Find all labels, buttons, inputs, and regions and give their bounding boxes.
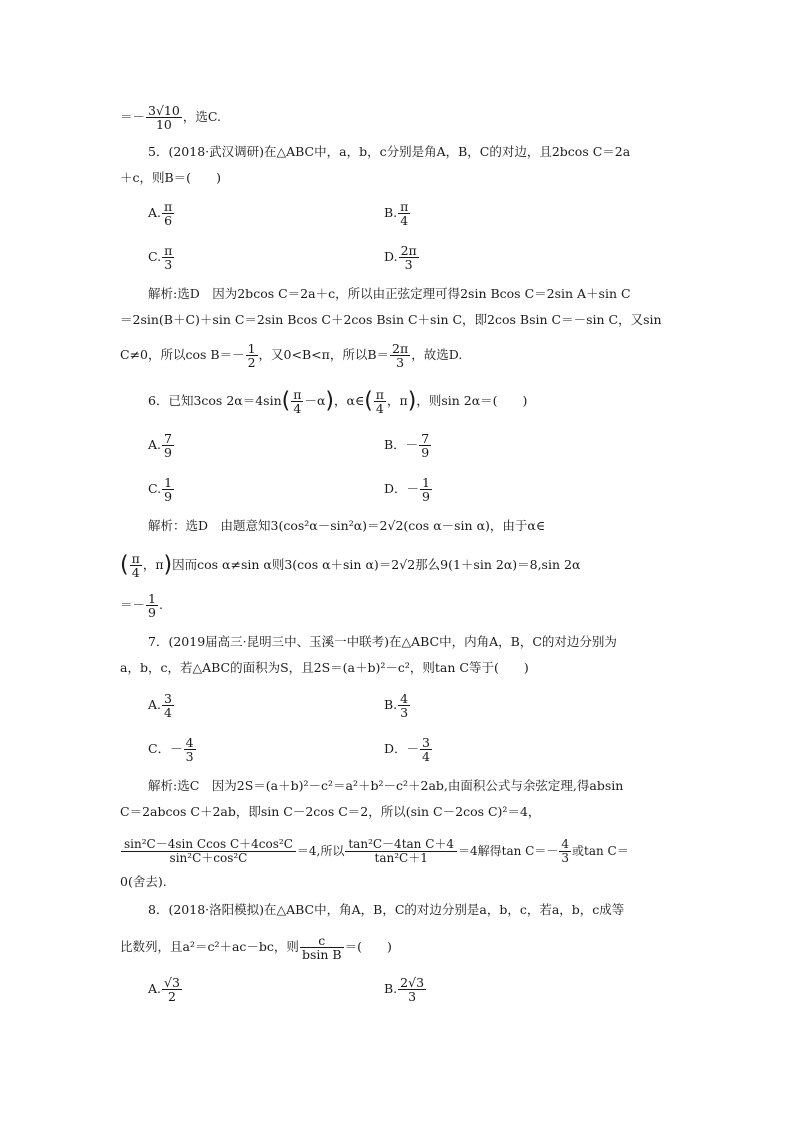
fraction: $\frac{3√10}{10}$: [148, 103, 180, 132]
q5-solution-line2: ＝2sin(B＋C)＋sin C＝2sin Bcos C＋2cos Bsin C＋sin C，即2cos Bsin C＝－sin C，又sin: [120, 312, 662, 327]
q6-solution-line1: 解析：选D 由题意知3(cos²α－sin²α)＝2√2(cos α－sin α)，由于α∈: [148, 518, 546, 533]
q7-option-c: C．－ $\frac{4}{3}$: [148, 735, 194, 764]
q5-option-c: C. $\frac{\pi}{3}$: [148, 243, 173, 272]
q6-option-a: A. $\frac{7}{9}$: [148, 431, 172, 460]
q7-option-d: D．－ $\frac{3}{4}$: [384, 735, 430, 764]
q7-stem-line2: a，b，c，若△ABC的面积为S，且2S＝(a＋b)²－c²，则tan C等于( ): [120, 660, 529, 675]
q5-stem-line2: ＋c，则B＝( ): [120, 170, 221, 185]
prev-answer-line: ＝－ $\frac{3√10}{10}$ ，选C.: [120, 103, 221, 132]
q7-solution-line2: C＝2abcos C＋2ab，即sin C－2cos C＝2，所以(sin C－2cos C)²＝4，: [120, 804, 541, 819]
q7-solution-line4: 0(舍去).: [120, 874, 167, 889]
q5-option-a: A. $\frac{\pi}{6}$: [148, 199, 173, 228]
q5-solution-line1: 解析:选D 因为2bcos C＝2a＋c，所以由正弦定理可得2sin Bcos C＝2sin A＋sin C: [148, 286, 631, 301]
q7-option-b: B. $\frac{4}{3}$: [384, 691, 409, 720]
q5-option-d: D. $\frac{2\pi}{3}$: [384, 243, 417, 272]
q6-solution-line3: ＝－ $\frac{1}{9}$ .: [120, 591, 163, 620]
q8-stem-line2: 比数列，且a²＝c²＋ac－bc，则 $\frac{c}{\text{bsin B}}$ ＝( ): [120, 933, 392, 962]
q5-solution-line3: C≠0，所以cos B＝－ $\frac{1}{2}$ ，又0<B<π，所以B＝ $\frac{2\pi}{3}$ ，故选D.: [120, 341, 463, 370]
q7-stem-line1: 7．(2019届高三·昆明三中、玉溪一中联考)在△ABC中，内角A，B，C的对边分别为: [148, 634, 617, 649]
q6-option-d: D．－ $\frac{1}{9}$: [384, 475, 430, 504]
q6-option-c: C. $\frac{1}{9}$: [148, 475, 173, 504]
q8-stem-line1: 8．(2018·洛阳模拟)在△ABC中，角A，B，C的对边分别是a，b，c，若a，b，c成等: [148, 902, 625, 917]
q7-option-a: A. $\frac{3}{4}$: [148, 691, 172, 720]
q8-option-b: B. $\frac{2√3}{3}$: [384, 975, 425, 1004]
q7-solution-line1: 解析:选C 因为2S＝(a＋b)²－c²＝a²＋b²－c²＋2ab,由面积公式与余弦定理,得absin: [148, 778, 624, 793]
q5-option-b: B. $\frac{\pi}{4}$: [384, 199, 409, 228]
q6-stem-line1: 6．已知3cos 2α＝4sin( $\frac{\pi}{4}$ －α)，α∈( $\frac{\pi}{4}$ ，π)，则sin 2α＝( ): [148, 387, 528, 416]
q8-option-a: A. $\frac{√3}{2}$: [148, 975, 180, 1004]
q5-stem-line1: 5．(2018·武汉调研)在△ABC中，a，b，c分别是角A，B，C的对边，且2bcos C＝2a: [148, 144, 631, 159]
q6-option-b: B．－ $\frac{7}{9}$: [384, 431, 430, 460]
q7-solution-line3: $\frac{\text{sin²C－4sin Ccos C＋4cos²C}}{\text{sin²C＋cos²C}}$ ＝4,所以 $\frac{\text{tan²C－4tan C＋4}}{\text{tan²C＋1}}$ ＝4解得tan C＝－ $\frac{4}{3}$ 或tan C＝: [120, 838, 629, 865]
q6-solution-line2: ( $\frac{\pi}{4}$ ，π)因而cos α≠sin α则3(cos α＋sin α)＝2√2那么9(1＋sin 2α)＝8,sin 2α: [120, 551, 581, 580]
